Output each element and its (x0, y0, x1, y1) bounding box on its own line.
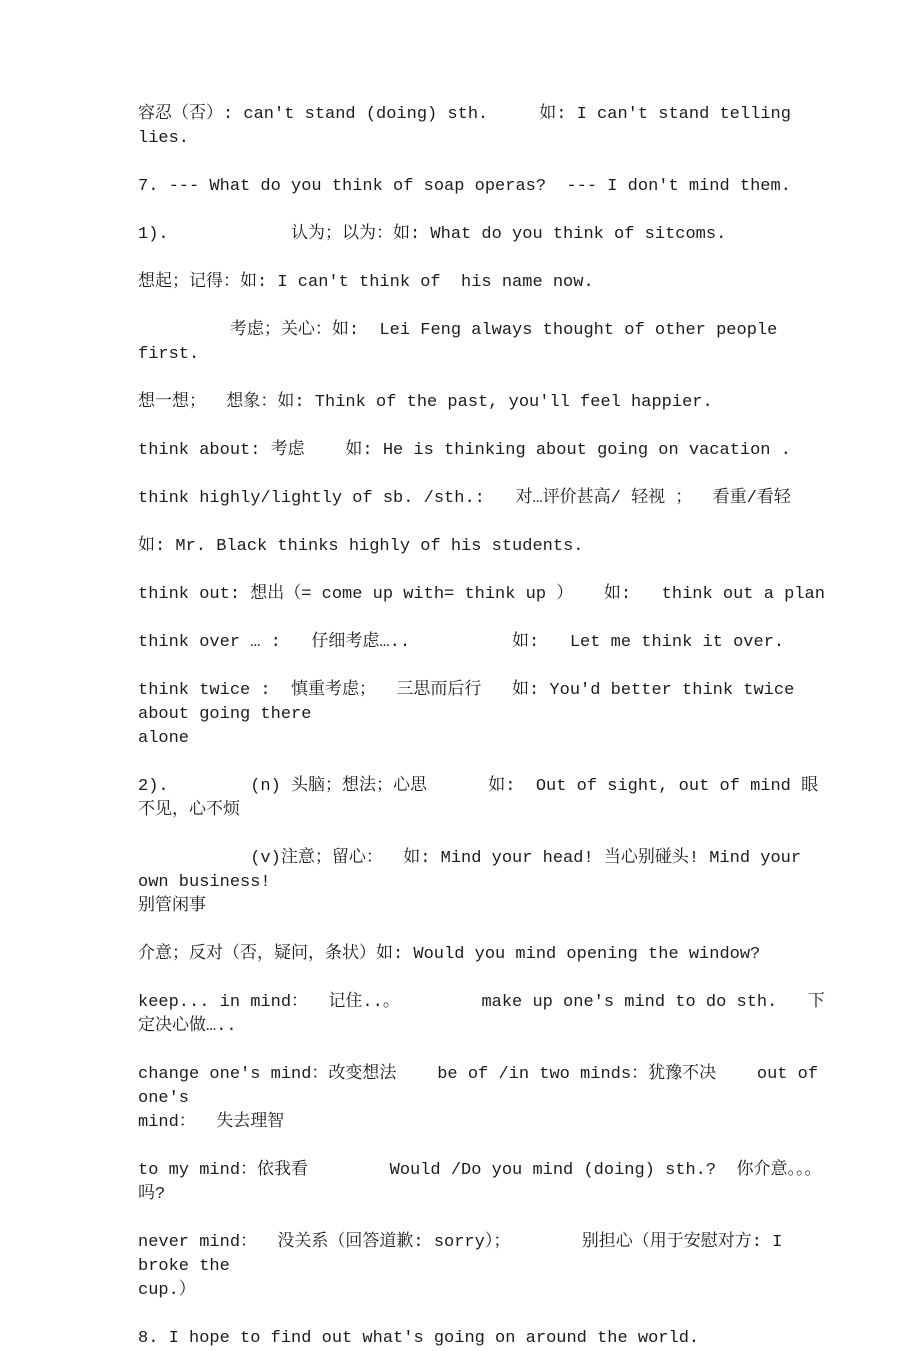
text-line: change one's mind：改变想法 be of /in two minds：犹豫不决 out of one's (138, 1065, 829, 1108)
text-line: keep... in mind： 记住..。 make up one's mind to do sth. 下定决心做….. (138, 993, 825, 1036)
text-line: think twice : 慎重考虑； 三思而后行 如: You'd better think twice about going there (138, 681, 805, 724)
text-line: think out: 想出（= come up with= think up ） 如: think out a plan (138, 585, 825, 604)
text-line: 想起；记得：如: I can't think of his name now. (138, 273, 594, 292)
text-line-continuation: alone (138, 729, 190, 748)
text-line-continuation: mind： 失去理智 (138, 1113, 285, 1132)
text-line: 2). (n) 头脑；想法；心思 如: Out of sight, out of mind 眼不见，心不烦 (138, 777, 819, 820)
text-line: 如: Mr. Black thinks highly of his students. (138, 537, 584, 556)
text-line: think over … : 仔细考虑….. 如: Let me think it over. (138, 633, 785, 652)
text-line: 7. --- What do you think of soap operas? --- I don't mind them. (138, 177, 791, 196)
text-line-continuation: cup.） (138, 1281, 196, 1300)
text-line: (v)注意；留心： 如: Mind your head! 当心别碰头! Mind your own business! (138, 849, 812, 892)
text-line: 容忍（否）: can't stand (doing) sth. 如: I can't stand telling lies. (138, 105, 802, 148)
text-line: never mind： 没关系（回答道歉: sorry）； 别担心（用于安慰对方: I broke the (138, 1233, 793, 1276)
text-line: 8. I hope to find out what's going on around the world. (138, 1329, 700, 1348)
text-line: 1). 认为；以为：如: What do you think of sitcoms. (138, 225, 727, 244)
text-line-continuation: 别管闲事 (138, 897, 206, 916)
text-line: 考虑；关心：如: Lei Feng always thought of other people first. (138, 321, 788, 364)
text-line: 想一想； 想象：如: Think of the past, you'll feel happier. (138, 393, 713, 412)
text-line: think highly/lightly of sb. /sth.: 对…评价甚高/ 轻视 ； 看重/看轻 (138, 489, 791, 508)
text-line: 介意；反对（否，疑问，条状）如: Would you mind opening the window? (138, 945, 761, 964)
text-line: to my mind：依我看 Would /Do you mind (doing) sth.? 你介意。。。吗? (138, 1161, 822, 1204)
text-line: think about: 考虑 如: He is thinking about going on vacation . (138, 441, 791, 460)
